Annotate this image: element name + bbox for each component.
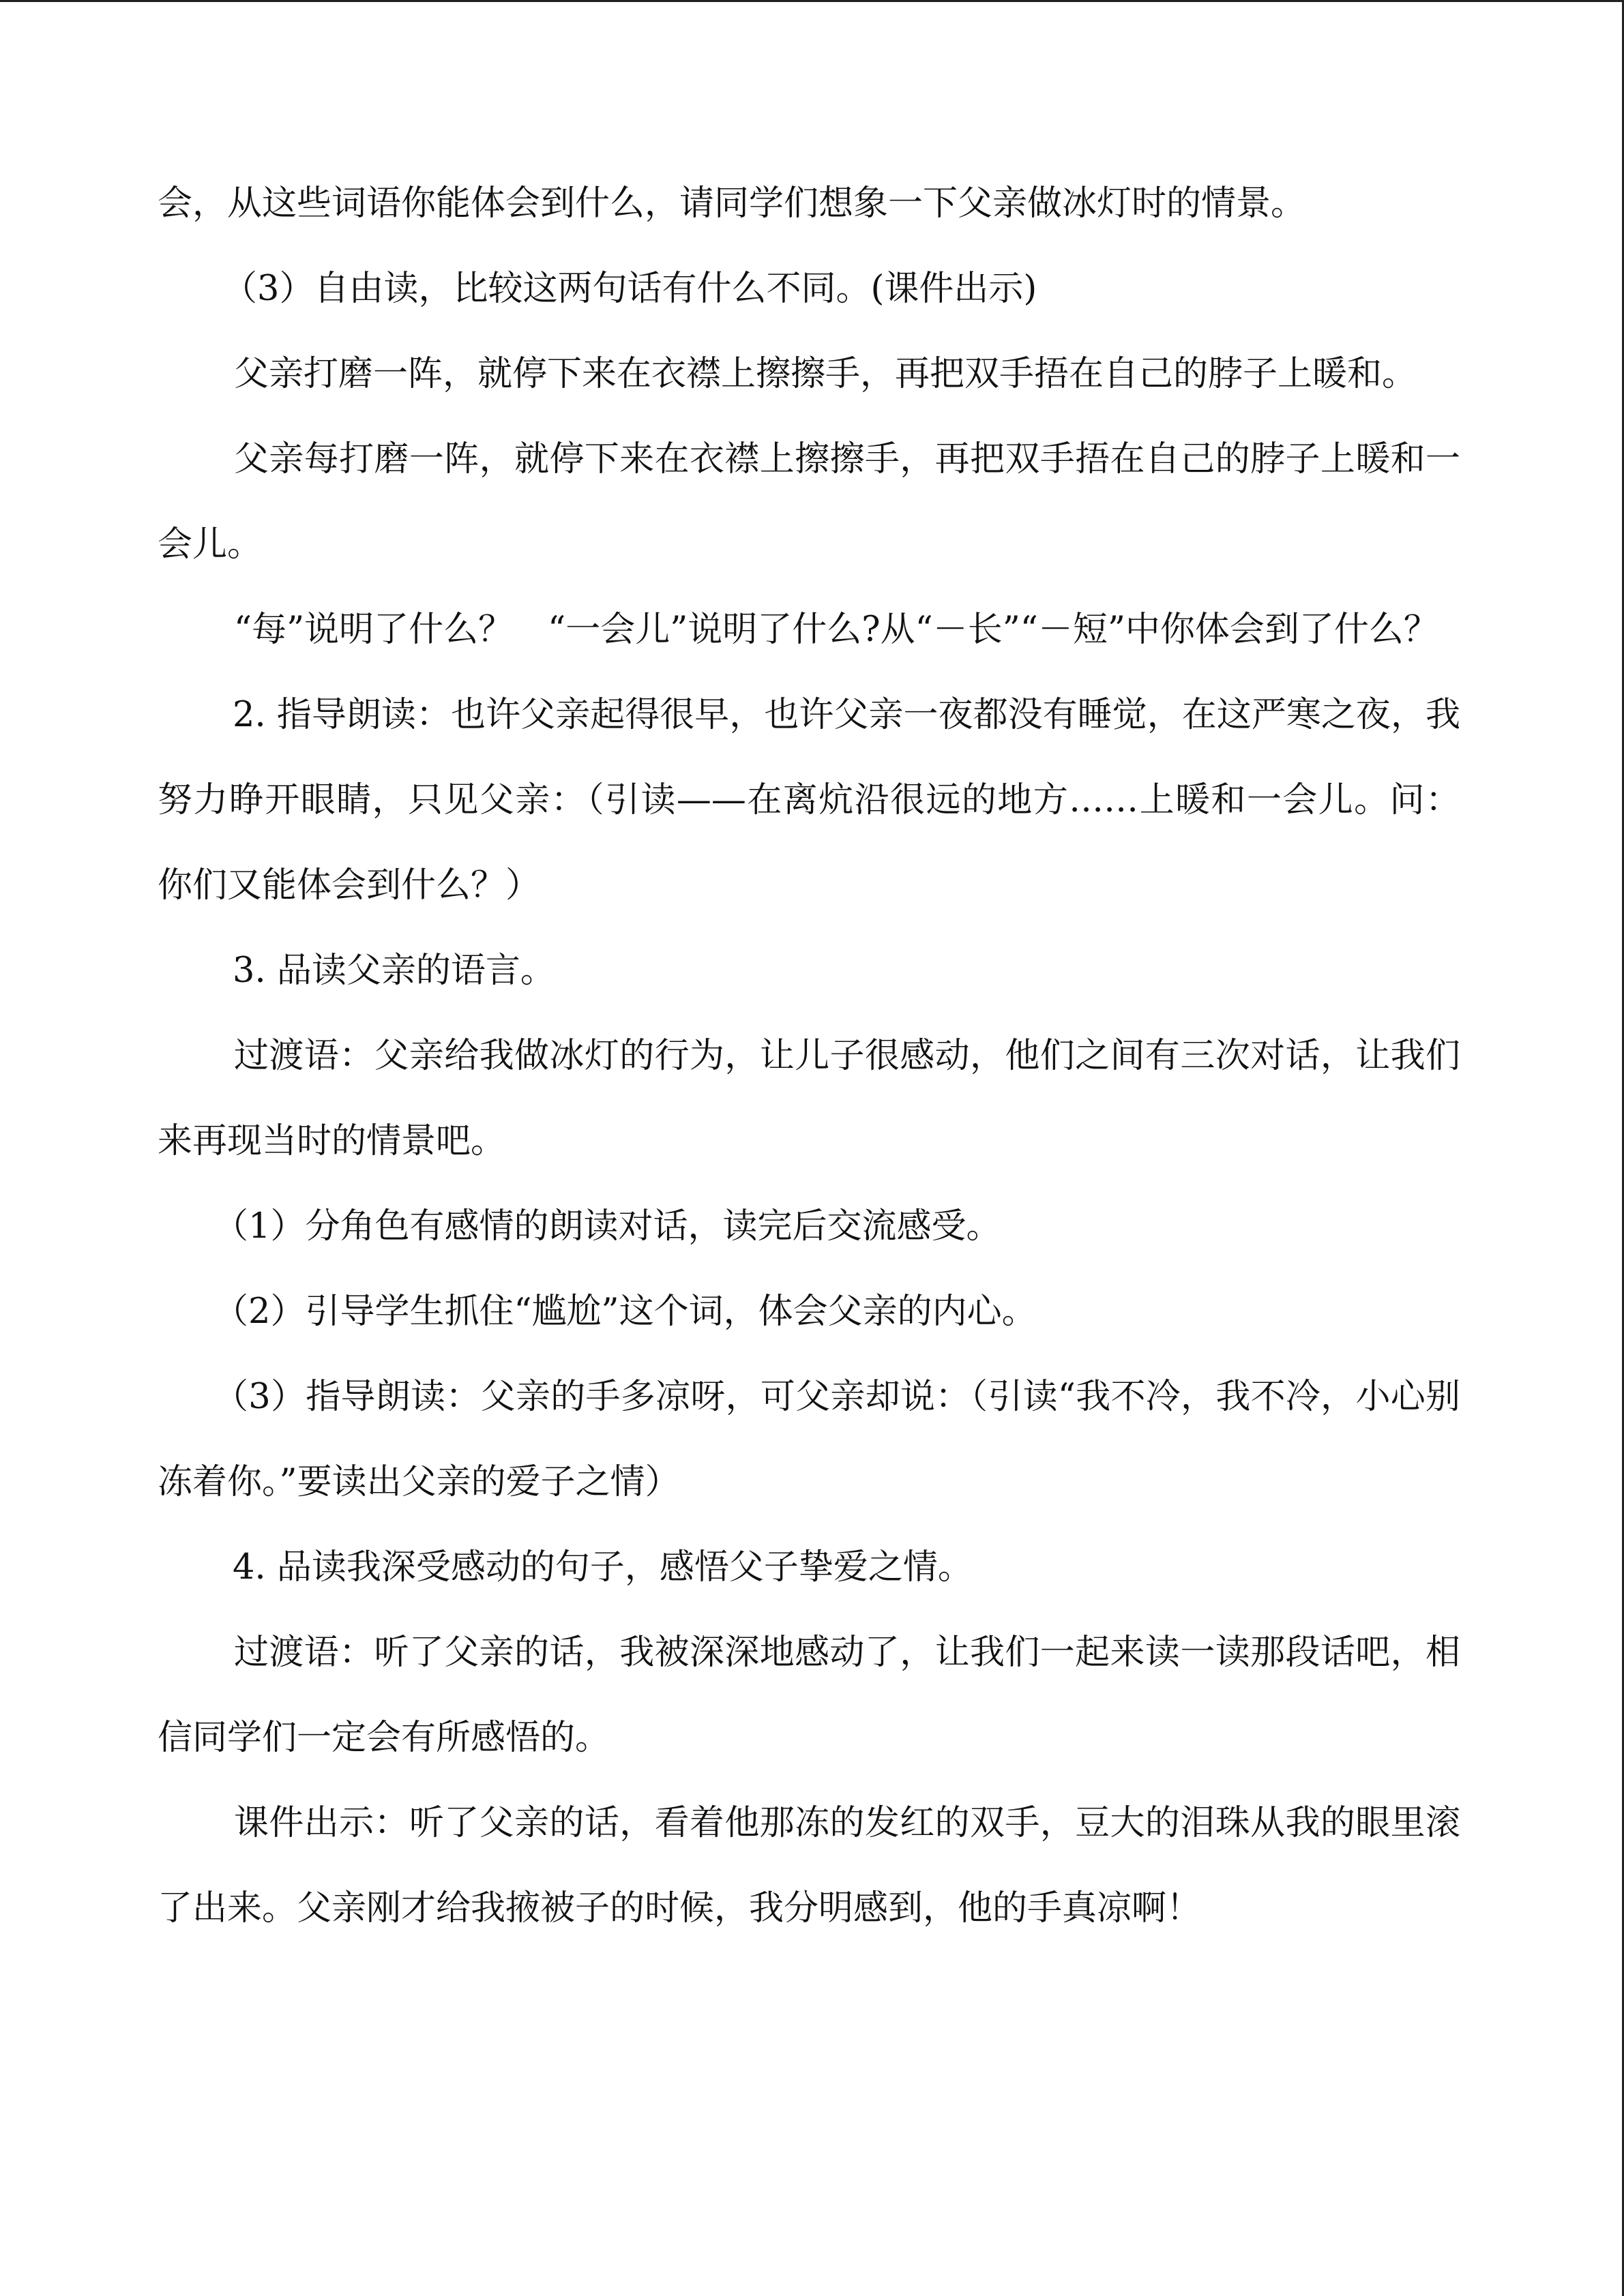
- paragraph-transition-2: 过渡语：听了父亲的话，我被深深地感动了，让我们一起来读一读那段话吧，相信同学们一定会有所感悟的。: [158, 1632, 1460, 1758]
- paragraph-step-3-free-reading: （3）自由读，比较这两句话有什么不同。(课件出示): [222, 269, 1037, 309]
- paragraph-guided-reading: 2. 指导朗读：也许父亲起得很早，也许父亲一夜都没有睡觉，在这严寒之夜，我努力睁开眼睛，只见父亲：（引读——在离炕沿很远的地方……上暖和一会儿。问：你们又能体会到什么？）: [158, 695, 1460, 906]
- paragraph-questions: “每”说明了什么？ “一会儿”说明了什么?从“－长”“－短”中你体会到了什么？: [234, 610, 1438, 650]
- paragraph-item-3: （3）指导朗读：父亲的手多凉呀，可父亲却说：（引读“我不冷，我不冷，小心别冻着你。”要读出父亲的爱子之情）: [158, 1377, 1460, 1502]
- paragraph-heading-4: 4. 品读我深受感动的句子，感悟父子挚爱之情。: [233, 1547, 973, 1587]
- paragraph-sentence-b: 父亲每打磨一阵，就停下来在衣襟上擦擦手，再把双手捂在自己的脖子上暖和一会儿。: [158, 439, 1460, 565]
- paragraph-heading-3: 3. 品读父亲的语言。: [233, 951, 555, 991]
- paragraph-item-1: （1）分角色有感情的朗读对话，读完后交流感受。: [213, 1206, 1001, 1247]
- paragraph-courseware: 课件出示：听了父亲的话，看着他那冻的发红的双手，豆大的泪珠从我的眼里滚了出来。父亲刚才给我掖被子的时候，我分明感到，他的手真凉啊！: [158, 1803, 1460, 1928]
- paragraph-sentence-a: 父亲打磨一阵，就停下来在衣襟上擦擦手，再把双手捂在自己的脖子上暖和。: [234, 354, 1417, 394]
- paragraph-item-2: （2）引导学生抓住“尴尬”这个词，体会父亲的内心。: [213, 1292, 1037, 1332]
- paragraph-continuation: 会，从这些词语你能体会到什么，请同学们想象一下父亲做冰灯时的情景。: [158, 183, 1306, 224]
- paragraph-transition-1: 过渡语：父亲给我做冰灯的行为，让儿子很感动，他们之间有三次对话，让我们来再现当时的情景吧。: [158, 1036, 1460, 1161]
- document-body: [158, 161, 1460, 1951]
